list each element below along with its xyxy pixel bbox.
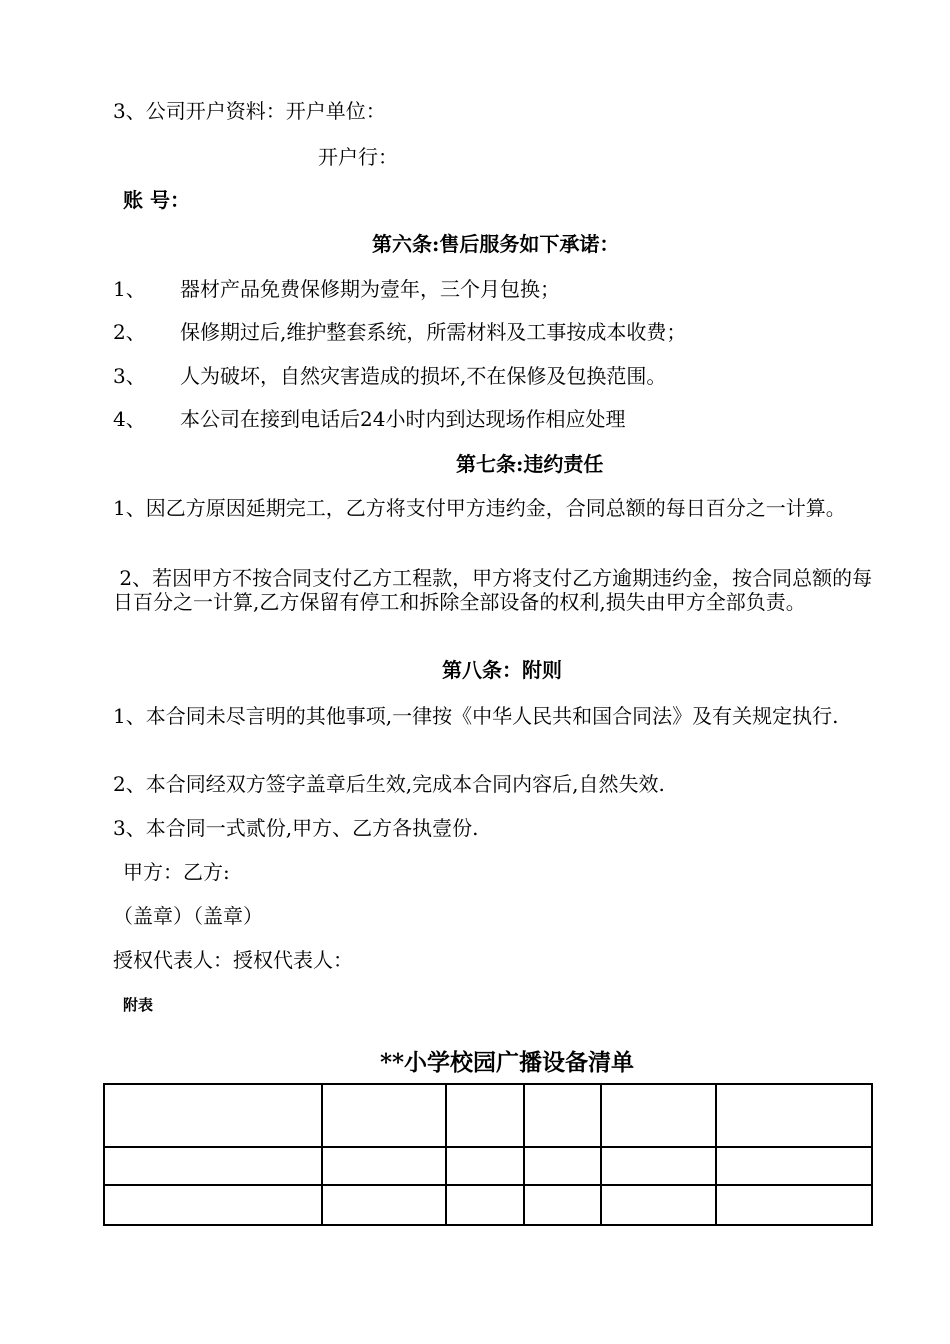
table-cell: [524, 1185, 601, 1225]
item-text: 保修期过后,维护整套系统，所需材料及工事按成本收费；: [180, 320, 687, 344]
table-row: [104, 1084, 872, 1147]
account-number-line: 账 号：: [123, 188, 190, 212]
item-text: 器材产品免费保修期为壹年，三个月包换；: [180, 277, 560, 301]
item-text: 本公司在接到电话后24小时内到达现场作相应处理: [180, 407, 626, 431]
article8-paragraph-2: 2、本合同经双方签字盖章后生效,完成本合同内容后,自然失效.: [113, 772, 665, 796]
appendix-label: 附表: [123, 996, 154, 1014]
table-cell: [322, 1084, 446, 1147]
table-cell: [524, 1147, 601, 1185]
article6-heading: 第六条:售后服务如下承诺：: [372, 232, 620, 256]
seal-line: （盖章）（盖章）: [113, 904, 263, 928]
table-cell: [104, 1147, 322, 1185]
table-cell: [446, 1185, 524, 1225]
table-cell: [446, 1147, 524, 1185]
table-cell: [716, 1185, 872, 1225]
bank-line: 开户行：: [318, 145, 398, 169]
representative-line: 授权代表人：授权代表人：: [113, 948, 353, 972]
table-cell: [104, 1185, 322, 1225]
article8-paragraph-1: 1、本合同未尽言明的其他事项,一律按《中华人民共和国合同法》及有关规定执行.: [113, 704, 839, 728]
table-cell: [322, 1147, 446, 1185]
item-number: 1、: [113, 277, 146, 301]
table-cell: [601, 1147, 716, 1185]
company-account-line: 3、公司开户资料：开户单位：: [113, 99, 386, 123]
article7-paragraph-1: 1、因乙方原因延期完工，乙方将支付甲方违约金，合同总额的每日百分之一计算。: [113, 496, 846, 520]
equipment-list-title: **小学校园广播设备清单: [380, 1049, 635, 1076]
table-row: [104, 1185, 872, 1225]
article8-paragraph-3: 3、本合同一式贰份,甲方、乙方各执壹份.: [113, 816, 479, 840]
item-number: 2、: [113, 320, 146, 344]
article8-heading: 第八条：附则: [442, 658, 562, 682]
table-cell: [446, 1084, 524, 1147]
table-cell: [322, 1185, 446, 1225]
item-number: 4、: [113, 407, 146, 431]
article7-heading: 第七条:违约责任: [456, 452, 604, 476]
item-text: 人为破坏，自然灾害造成的损坏,不在保修及包换范围。: [180, 364, 667, 388]
table-cell: [601, 1084, 716, 1147]
table-cell: [104, 1084, 322, 1147]
table-cell: [524, 1084, 601, 1147]
table-cell: [601, 1185, 716, 1225]
table-cell: [716, 1147, 872, 1185]
equipment-table: [103, 1083, 873, 1226]
table-cell: [716, 1084, 872, 1147]
table-row: [104, 1147, 872, 1185]
item-number: 3、: [113, 364, 146, 388]
signature-parties: 甲方：乙方:: [123, 860, 230, 884]
article7-paragraph-2: 2、若因甲方不按合同支付乙方工程款，甲方将支付乙方逾期违约金，按合同总额的每日百分之一计算,乙方保留有停工和拆除全部设备的权利,损失由甲方全部负责。: [113, 566, 873, 614]
